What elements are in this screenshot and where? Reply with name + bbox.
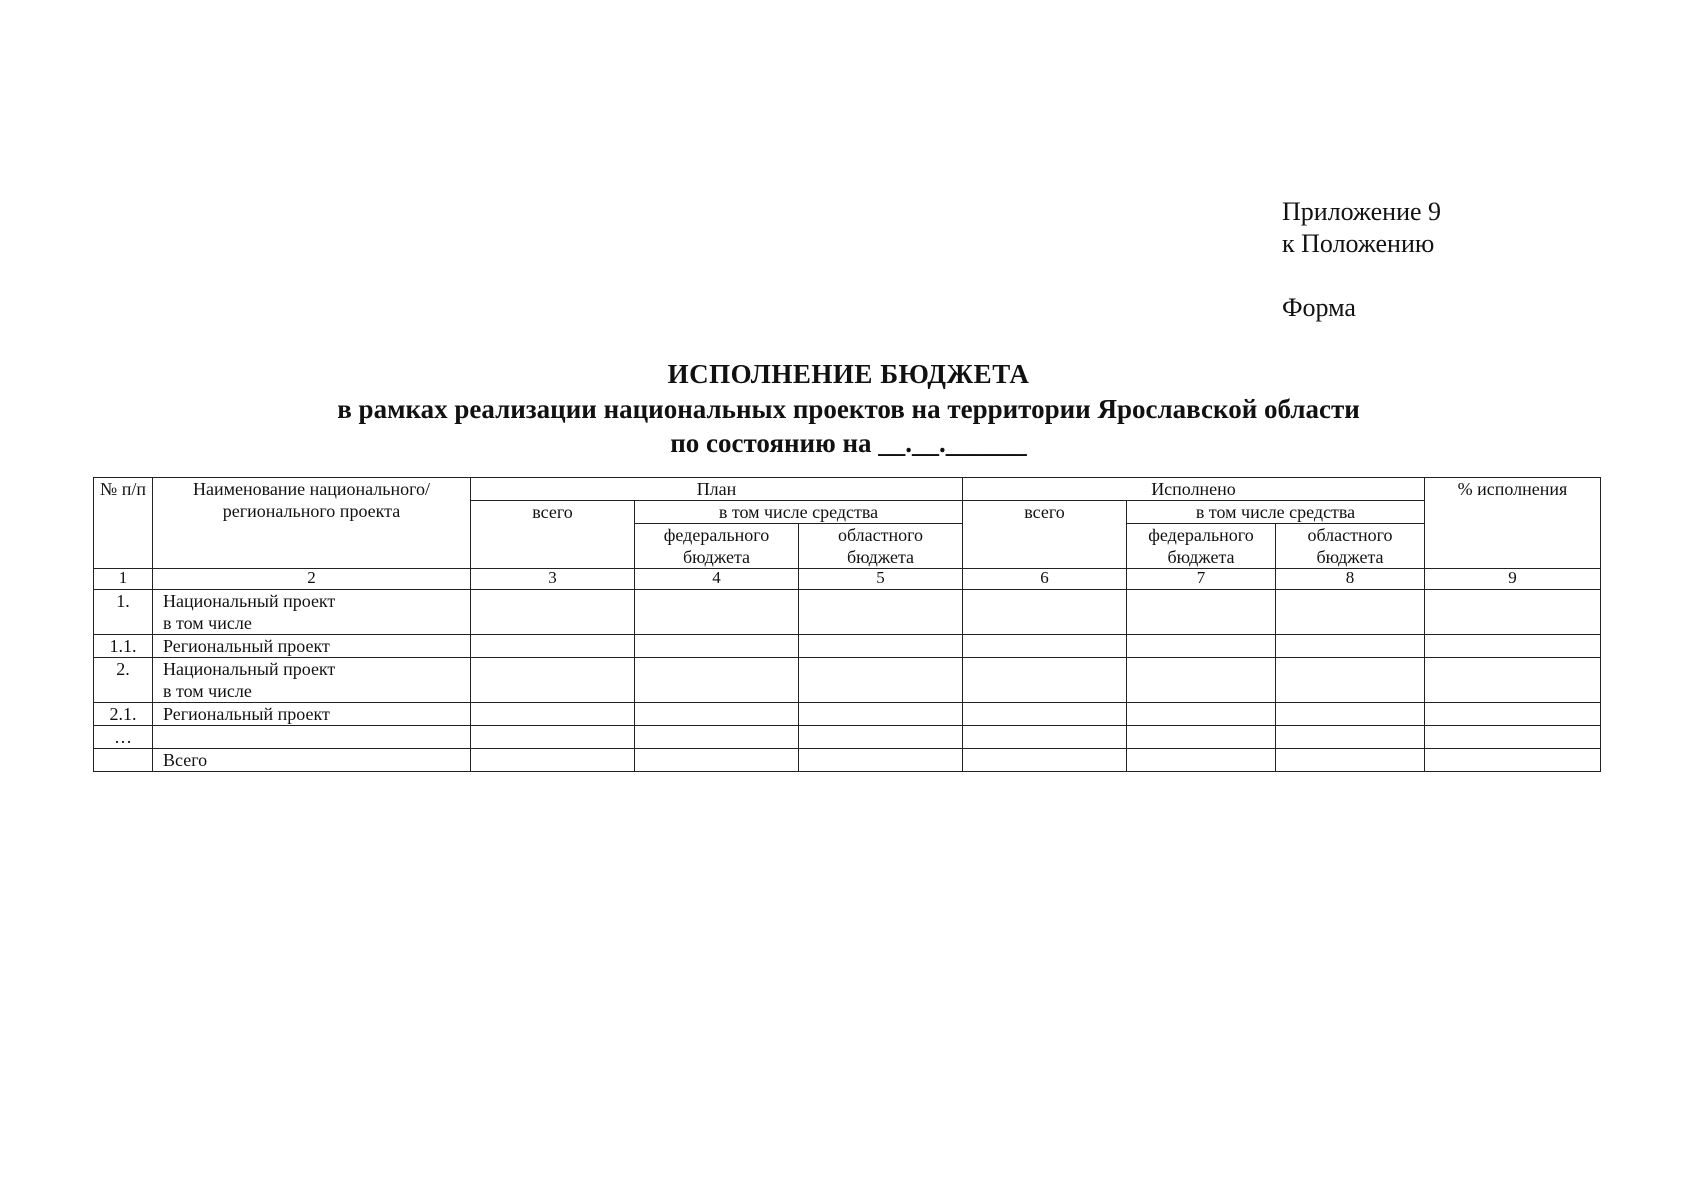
empty-cell bbox=[799, 635, 963, 658]
empty-cell bbox=[1276, 726, 1425, 749]
empty-cell bbox=[1276, 658, 1425, 703]
row-number: … bbox=[94, 726, 153, 749]
empty-cell bbox=[1425, 726, 1601, 749]
empty-cell bbox=[963, 658, 1127, 703]
header-plan-federal: федерального бюджета bbox=[635, 524, 799, 569]
empty-cell bbox=[1127, 726, 1276, 749]
column-number: 6 bbox=[963, 569, 1127, 590]
row-project-name-line: Национальный проект bbox=[163, 591, 336, 611]
row-number bbox=[94, 749, 153, 772]
empty-cell bbox=[471, 749, 635, 772]
empty-cell bbox=[635, 590, 799, 635]
empty-cell bbox=[1276, 749, 1425, 772]
table-row bbox=[94, 590, 1601, 635]
empty-cell bbox=[1425, 658, 1601, 703]
header-plan-total: всего bbox=[471, 501, 635, 569]
row-project-name: Региональный проект bbox=[153, 703, 471, 726]
empty-cell bbox=[471, 590, 635, 635]
empty-cell bbox=[1425, 590, 1601, 635]
empty-cell bbox=[471, 658, 635, 703]
column-number: 7 bbox=[1127, 569, 1276, 590]
title-main: ИСПОЛНЕНИЕ БЮДЖЕТА bbox=[667, 359, 1030, 389]
empty-cell bbox=[471, 726, 635, 749]
header-plan-including: в том числе средства bbox=[635, 501, 963, 524]
appendix-number: Приложение 9 bbox=[1282, 197, 1442, 226]
empty-cell bbox=[471, 703, 635, 726]
column-number: 4 bbox=[635, 569, 799, 590]
empty-cell bbox=[963, 590, 1127, 635]
column-number: 9 bbox=[1425, 569, 1601, 590]
row-project-name: Региональный проект bbox=[153, 635, 471, 658]
empty-cell bbox=[963, 749, 1127, 772]
budget-table bbox=[93, 477, 1601, 772]
empty-cell bbox=[635, 635, 799, 658]
empty-cell bbox=[1425, 635, 1601, 658]
row-project-name bbox=[153, 590, 471, 635]
empty-cell bbox=[635, 703, 799, 726]
empty-cell bbox=[1276, 635, 1425, 658]
header-executed-federal: федерального бюджета bbox=[1127, 524, 1276, 569]
row-number: 1.1. bbox=[94, 635, 153, 658]
row-number: 1. bbox=[94, 590, 153, 635]
empty-cell bbox=[1127, 749, 1276, 772]
row-project-name-line: в том числе bbox=[163, 613, 252, 633]
empty-cell bbox=[1127, 703, 1276, 726]
title-subtitle: в рамках реализации национальных проектов на территории Ярославской области bbox=[337, 394, 1360, 424]
empty-cell bbox=[635, 749, 799, 772]
table-row bbox=[94, 726, 1601, 749]
empty-cell bbox=[1425, 749, 1601, 772]
header-row-1 bbox=[94, 478, 1601, 501]
title-date: по состоянию на __.__.______ bbox=[670, 428, 1027, 458]
table-row bbox=[94, 703, 1601, 726]
empty-cell bbox=[635, 726, 799, 749]
empty-cell bbox=[799, 590, 963, 635]
appendix-note bbox=[1282, 196, 1441, 324]
empty-cell bbox=[1425, 703, 1601, 726]
row-project-name bbox=[153, 658, 471, 703]
column-number: 1 bbox=[94, 569, 153, 590]
row-project-name-line: в том числе bbox=[163, 681, 252, 701]
header-executed-including: в том числе средства bbox=[1127, 501, 1425, 524]
appendix-reference: к Положению bbox=[1282, 229, 1435, 258]
empty-cell bbox=[1276, 590, 1425, 635]
column-number: 5 bbox=[799, 569, 963, 590]
table-row bbox=[94, 658, 1601, 703]
total-row bbox=[94, 749, 1601, 772]
header-percent: % исполнения bbox=[1425, 478, 1601, 569]
row-total-label: Всего bbox=[153, 749, 471, 772]
column-number: 2 bbox=[153, 569, 471, 590]
row-number: 2. bbox=[94, 658, 153, 703]
empty-cell bbox=[963, 726, 1127, 749]
header-num: № п/п bbox=[94, 478, 153, 569]
empty-cell bbox=[963, 703, 1127, 726]
column-number: 3 bbox=[471, 569, 635, 590]
column-number: 8 bbox=[1276, 569, 1425, 590]
empty-cell bbox=[799, 749, 963, 772]
empty-cell bbox=[1127, 658, 1276, 703]
row-project-name bbox=[153, 726, 471, 749]
empty-cell bbox=[471, 635, 635, 658]
column-numbers-row bbox=[94, 569, 1601, 590]
header-project-name: Наименование национального/ регионального проекта bbox=[153, 478, 471, 569]
empty-cell bbox=[799, 658, 963, 703]
empty-cell bbox=[963, 635, 1127, 658]
header-executed-regional: областного бюджета bbox=[1276, 524, 1425, 569]
row-project-name-line: Национальный проект bbox=[163, 659, 336, 679]
empty-cell bbox=[1276, 703, 1425, 726]
empty-cell bbox=[1127, 590, 1276, 635]
header-executed-total: всего bbox=[963, 501, 1127, 569]
form-label: Форма bbox=[1282, 293, 1356, 322]
row-number: 2.1. bbox=[94, 703, 153, 726]
empty-cell bbox=[635, 658, 799, 703]
empty-cell bbox=[1127, 635, 1276, 658]
header-plan-regional: областного бюджета bbox=[799, 524, 963, 569]
header-plan: План bbox=[471, 478, 963, 501]
empty-cell bbox=[799, 703, 963, 726]
empty-cell bbox=[799, 726, 963, 749]
header-executed: Исполнено bbox=[963, 478, 1425, 501]
table-row bbox=[94, 635, 1601, 658]
document-title bbox=[0, 356, 1697, 460]
